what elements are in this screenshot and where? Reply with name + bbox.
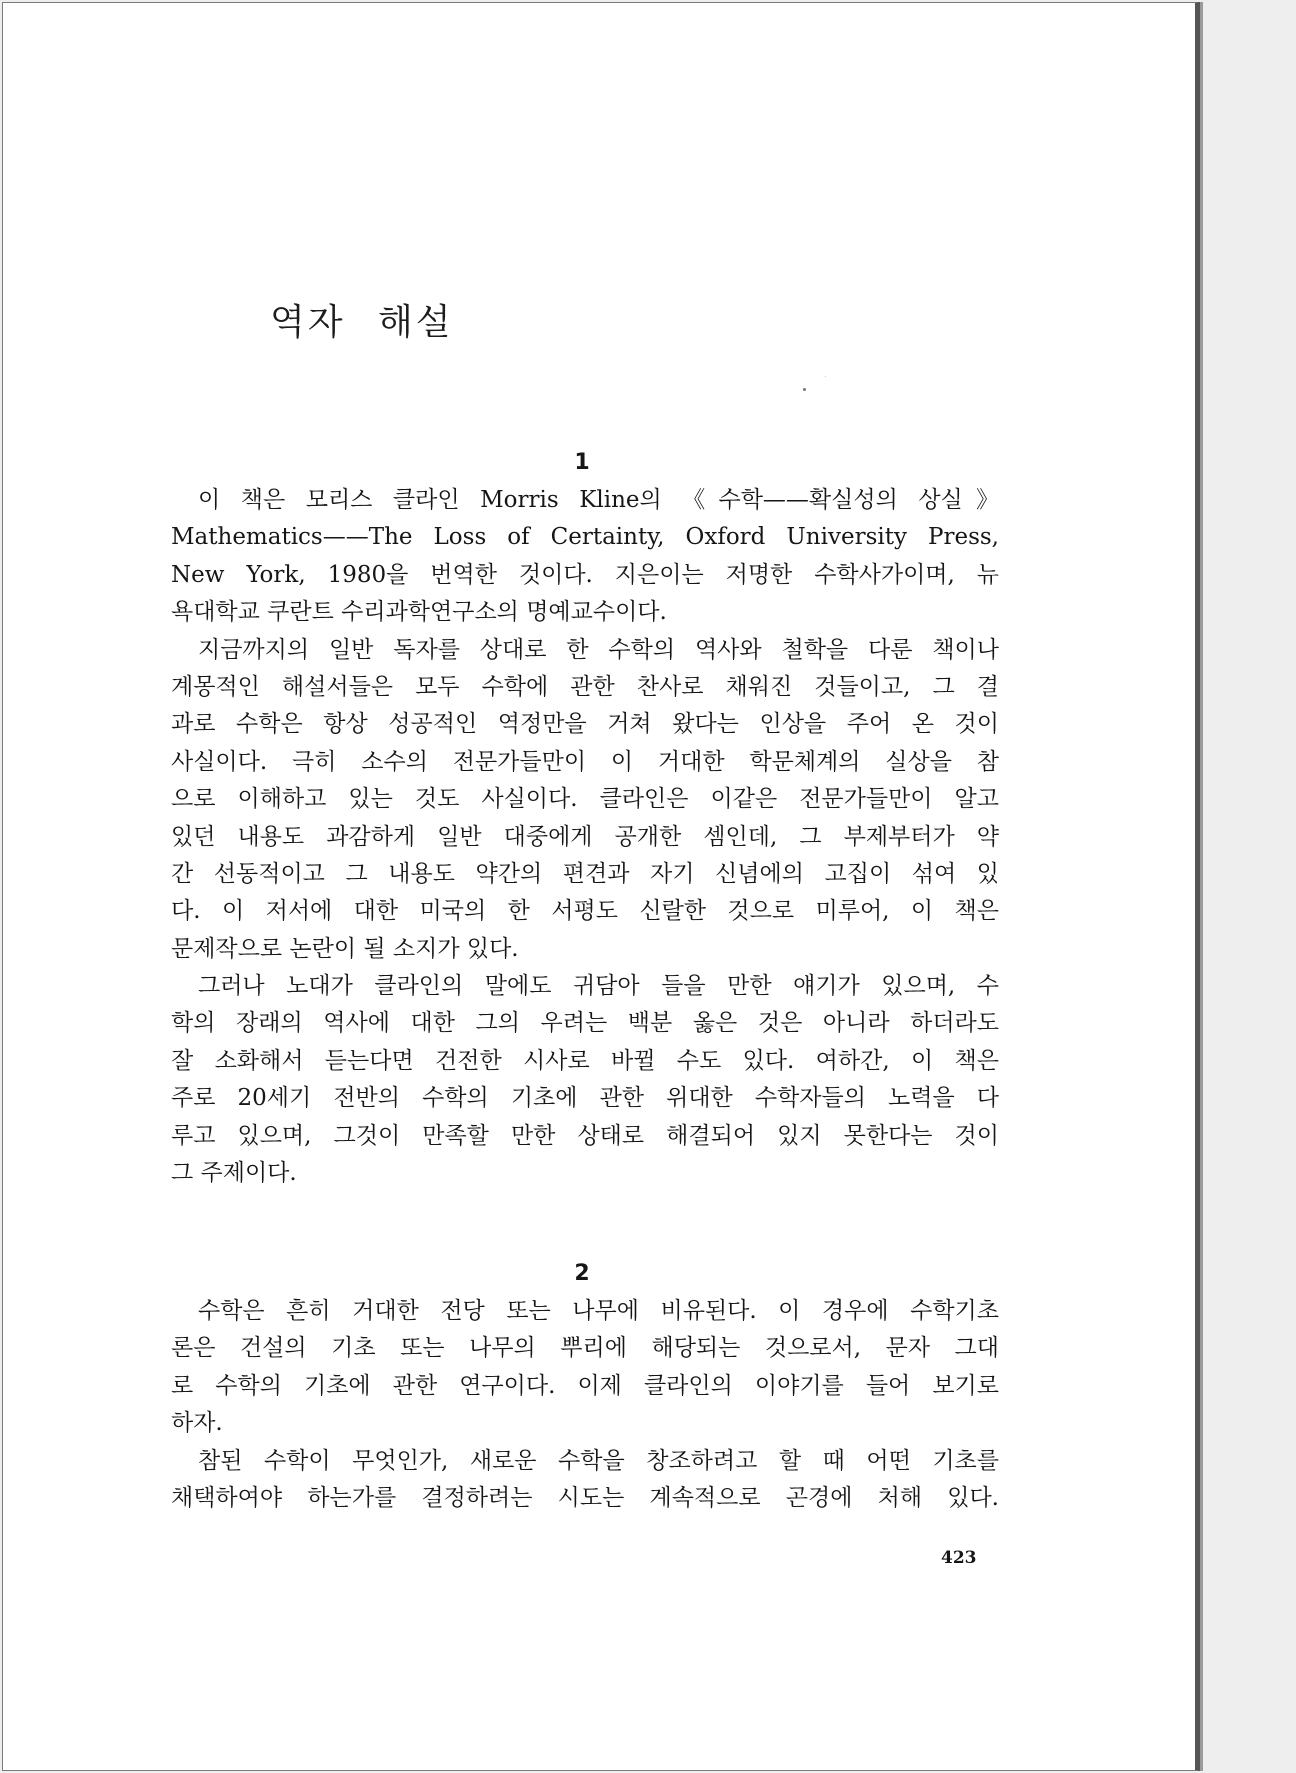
text-line: New York, 1980을 번역한 것이다. 지은이는 저명한 수학사가이며, 뉴 bbox=[171, 561, 999, 588]
page-number: 423 bbox=[941, 1548, 977, 1568]
text-line: 론은 건설의 기초 또는 나무의 뿌리에 해당되는 것으로서, 문자 그대 bbox=[171, 1335, 999, 1362]
section-2-text bbox=[171, 1293, 999, 1517]
text-line: 참된 수학이 무엇인가, 새로운 수학을 창조하려고 할 때 어떤 기초를 bbox=[198, 1447, 999, 1474]
page-title: 역자 해설 bbox=[270, 302, 454, 343]
text-line: 그 주제이다. bbox=[171, 1160, 297, 1187]
section-number: 1 bbox=[574, 450, 590, 475]
text-line: 욕대학교 쿠란트 수리과학연구소의 명예교수이다. bbox=[171, 599, 667, 626]
text-line: 로 수학의 기초에 관한 연구이다. 이제 클라인의 이야기를 들어 보기로 bbox=[171, 1372, 999, 1399]
text-line: 으로 이해하고 있는 것도 사실이다. 클라인은 이같은 전문가들만이 알고 bbox=[171, 786, 999, 813]
text-line: 과로 수학은 항상 성공적인 역정만을 거쳐 왔다는 인상을 주어 온 것이 bbox=[171, 711, 999, 738]
text-line: 하자. bbox=[171, 1410, 223, 1437]
text-line: 지금까지의 일반 독자를 상대로 한 수학의 역사와 철학을 다룬 책이나 bbox=[198, 636, 999, 663]
section-1-text bbox=[171, 482, 999, 1192]
text-line: 계몽적인 해설서들은 모두 수학에 관한 찬사로 채워진 것들이고, 그 결 bbox=[171, 673, 999, 700]
text-line: 채택하여야 하는가를 결정하려는 시도는 계속적으로 곤경에 처해 있다. bbox=[171, 1484, 999, 1511]
document-page bbox=[2, 2, 1200, 1771]
scan-speck bbox=[803, 388, 806, 391]
text-line: 수학은 흔히 거대한 전당 또는 나무에 비유된다. 이 경우에 수학기초 bbox=[198, 1298, 999, 1324]
text-line: 주로 20세기 전반의 수학의 기초에 관한 위대한 수학자들의 노력을 다 bbox=[171, 1085, 999, 1112]
text-line: 문제작으로 논란이 될 소지가 있다. bbox=[171, 935, 519, 962]
scan-speck bbox=[825, 376, 826, 377]
text-line: 다. 이 저서에 대한 미국의 한 서평도 신랄한 것으로 미루어, 이 책은 bbox=[171, 898, 999, 925]
text-line: 이 책은 모리스 클라인 Morris Kline의 《수학——확실성의 상실》 bbox=[198, 487, 999, 513]
text-line: Mathematics——The Loss of Certainty, Oxford University Press, bbox=[171, 524, 999, 551]
text-line: 있던 내용도 과감하게 일반 대중에게 공개한 셈인데, 그 부제부터가 약 bbox=[171, 823, 999, 850]
text-line: 그러나 노대가 클라인의 말에도 귀담아 들을 만한 얘기가 있으며, 수 bbox=[198, 973, 999, 1000]
text-line: 루고 있으며, 그것이 만족할 만한 상태로 해결되어 있지 못한다는 것이 bbox=[171, 1122, 999, 1149]
text-line: 간 선동적이고 그 내용도 약간의 편견과 자기 신념에의 고집이 섞여 있 bbox=[171, 860, 999, 887]
text-line: 사실이다. 극히 소수의 전문가들만이 이 거대한 학문체계의 실상을 참 bbox=[171, 748, 999, 775]
text-line: 학의 장래의 역사에 대한 그의 우려는 백분 옳은 것은 아니라 하더라도 bbox=[171, 1010, 999, 1037]
section-number: 2 bbox=[574, 1261, 590, 1286]
text-line: 잘 소화해서 듣는다면 건전한 시사로 바뀔 수도 있다. 여하간, 이 책은 bbox=[171, 1047, 999, 1074]
